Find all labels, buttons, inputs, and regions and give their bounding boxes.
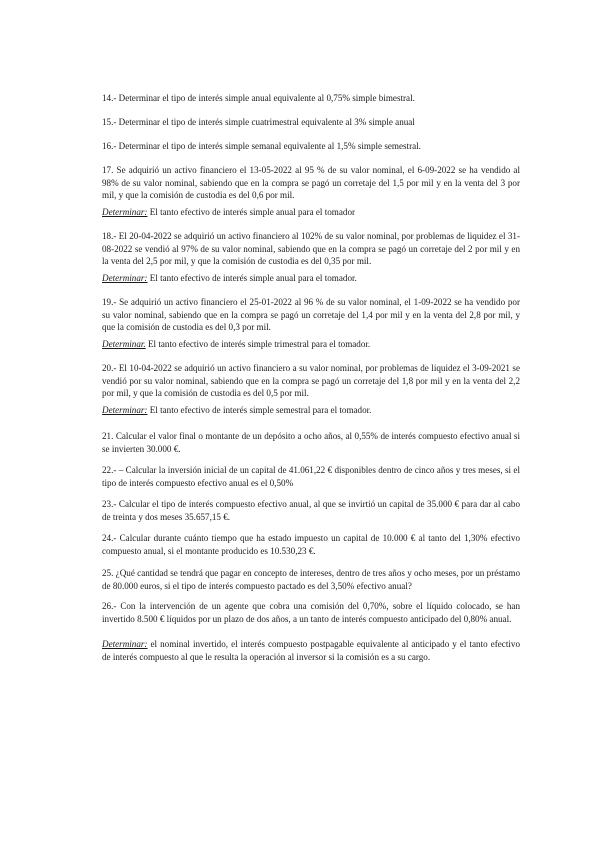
exercise-17: 17. Se adquirió un activo financiero el 13-05-2022 al 95 % de su valor nominal, el 6-09-2022 se ha vendido al 98% de su valor nominal, sabiendo que en la compra se pagó un corretaje del 1,5 por mil y en la venta del 3 por mil, y que la comisión de custodia es del 0,6 por mil. xyxy=(102,165,520,201)
determinar-label: Determinar: xyxy=(102,639,148,649)
exercise-22: 22.- – Calcular la inversión inicial de un capital de 41.061,22 € disponibles dentro de cinco años y tres meses, si el tipo de interés compuesto efectivo anual es el 0,50% xyxy=(102,465,520,488)
exercise-25: 25. ¿Qué cantidad se tendrá que pagar en concepto de intereses, dentro de tres años y ocho meses, por un préstamo de 80.000 euros, si el tipo de interés compuesto pactado es del 3,50% efectivo anual? xyxy=(102,568,520,591)
exercise-26-task: Determinar: el nominal invertido, el interés compuesto postpagable equivalente al anticipado y el tanto efectivo de interés compuesto al que le resulta la operación al inversor si la comisión es a su cargo. xyxy=(102,639,520,662)
exercise-18-task: Determinar: El tanto efectivo de interés simple anual para el tomador. xyxy=(102,273,357,283)
exercise-18: 18.- El 20-04-2022 se adquirió un activo financiero al 102% de su valor nominal, por problemas de liquidez el 31-08-2022 se vendió al 97% de su valor nominal, sabiendo que en la compra se pagó un corretaje del 2 por mil y en la venta del 2,5 por mil, y que la comisión de custodia es del 0,35 por mil. xyxy=(102,231,520,267)
determinar-label: Determinar: xyxy=(102,273,148,283)
exercise-15: 15.- Determinar el tipo de interés simple cuatrimestral equivalente al 3% simple anual xyxy=(102,117,415,127)
exercise-19: 19.- Se adquirió un activo financiero el 25-01-2022 al 96 % de su valor nominal, el 1-09-2022 se ha vendido por su valor nominal, sabiendo que en la compra se pagó un corretaje del 1,4 por mil y en la venta del 2,8 por mil, y que la comisión de custodia es del 0,3 por mil. xyxy=(102,297,520,333)
exercise-17-task: Determinar: El tanto efectivo de interés simple anual para el tomador xyxy=(102,207,356,217)
exercise-21: 21. Calcular el valor final o montante de un depósito a ocho años, al 0,55% de interés compuesto efectivo anual si se invierten 30.000 €. xyxy=(102,431,520,454)
exercise-23: 23.- Calcular el tipo de interés compuesto efectivo anual, al que se invirtió un capital de 35.000 € para dar al cabo de treinta y dos meses 35.657,15 €. xyxy=(102,499,520,522)
exercise-14: 14.- Determinar el tipo de interés simple anual equivalente al 0,75% simple bimestral. xyxy=(102,93,415,103)
exercise-20: 20.- El 10-04-2022 se adquirió un activo financiero a su valor nominal, por problemas de liquidez el 3-09-2021 se vendió por su valor nominal, sabiendo que en la compra se pagó un corretaje del 1,8 por mil y en la venta del 2,2 por mil, y que la comisión de custodia es del 0,5 por mil. xyxy=(102,363,520,399)
exercise-19-task: Determinar. El tanto efectivo de interés simple trimestral para el tomador. xyxy=(102,339,371,349)
determinar-label: Determinar: xyxy=(102,405,148,415)
determinar-label: Determinar: xyxy=(102,207,148,217)
exercise-24: 24.- Calcular durante cuánto tiempo que ha estado impuesto un capital de 10.000 € al tanto del 1,30% efectivo compuesto anual, si el montante producido es 10.530,23 €. xyxy=(102,533,520,556)
exercise-26: 26.- Con la intervención de un agente que cobra una comisión del 0,70%, sobre el líquido colocado, se han invertido 8.500 € líquidos por un plazo de dos años, a un tanto de interés compuesto anticipado del 0,80% anual. xyxy=(102,601,520,624)
exercise-20-task: Determinar: El tanto efectivo de interés simple semestral para el tomador. xyxy=(102,405,372,415)
exercise-16: 16.- Determinar el tipo de interés simple semanal equivalente al 1,5% simple semestral. xyxy=(102,141,421,151)
determinar-label: Determinar. xyxy=(102,339,146,349)
